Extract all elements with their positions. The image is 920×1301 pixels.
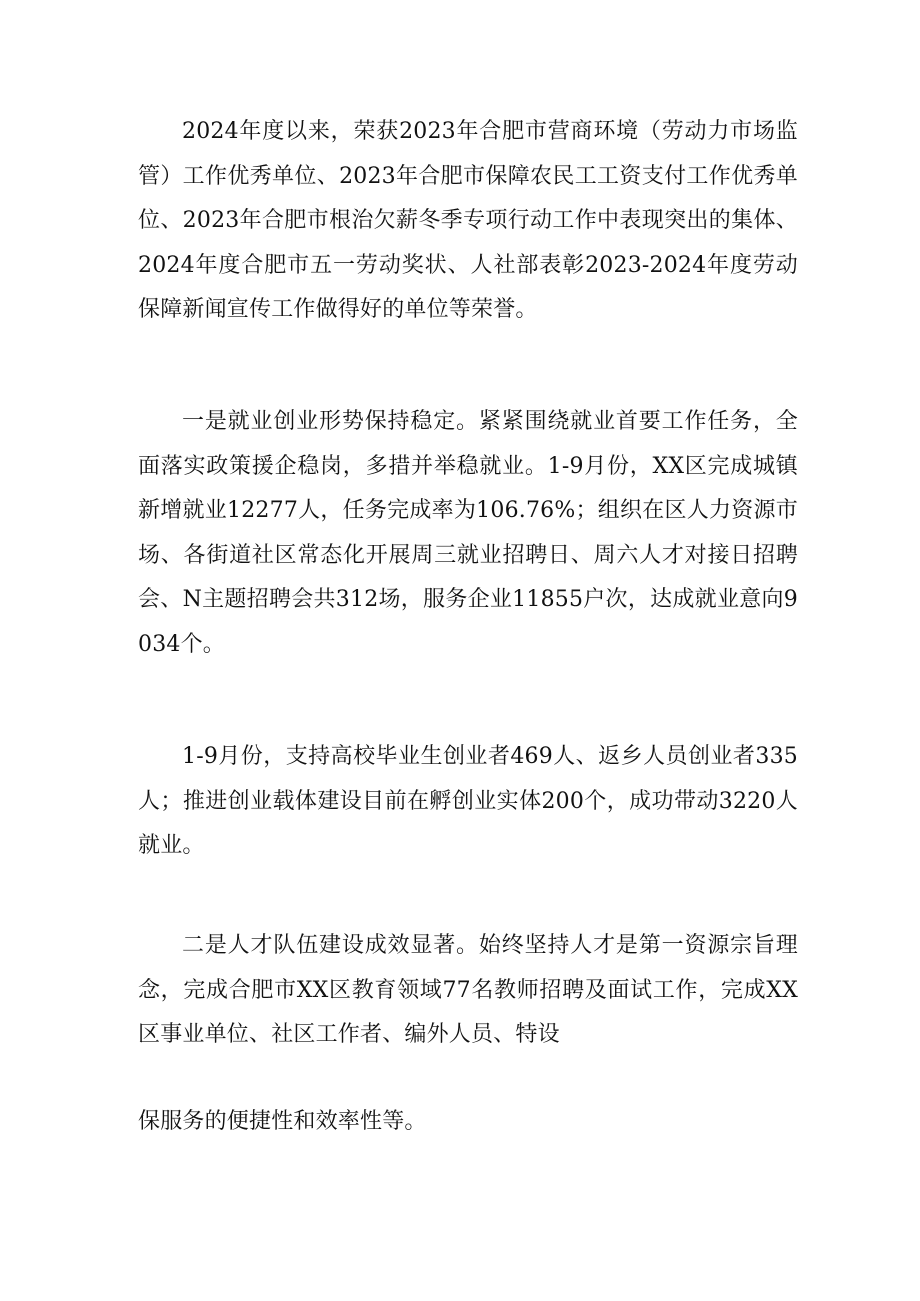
paragraph-entrepreneurship: 1-9月份，支持高校毕业生创业者469人、返乡人员创业者335人；推进创业载体建设目前在孵创业实体200个，成功带动3220人就业。: [138, 744, 798, 858]
paragraph-employment-stable: 一是就业创业形势保持稳定。紧紧围绕就业首要工作任务，全面落实政策援企稳岗，多措并举稳就业。1-9月份，XX区完成城镇新增就业12277人，任务完成率为106.76%；组织在区人力资源市场、各街道社区常态化开展周三就业招聘日、周六人才对接日招聘会、N主题招聘会共312场，服务企业11855户次，达成就业意向9034个。: [138, 409, 798, 657]
paragraph-honors: 2024年度以来，荣获2023年合肥市营商环境（劳动力市场监管）工作优秀单位、2023年合肥市保障农民工工资支付工作优秀单位、2023年合肥市根治欠薪冬季专项行动工作中表现突出的集体、2024年度合肥市五一劳动奖状、人社部表彰2023-2024年度劳动保障新闻宣传工作做得好的单位等荣誉。: [138, 119, 798, 322]
paragraph-fragment: 保服务的便捷性和效率性等。: [138, 1109, 427, 1134]
paragraph-talent-team: 二是人才队伍建设成效显著。始终坚持人才是第一资源宗旨理念，完成合肥市XX区教育领域77名教师招聘及面试工作，完成XX区事业单位、社区工作者、编外人员、特设: [138, 933, 798, 1047]
